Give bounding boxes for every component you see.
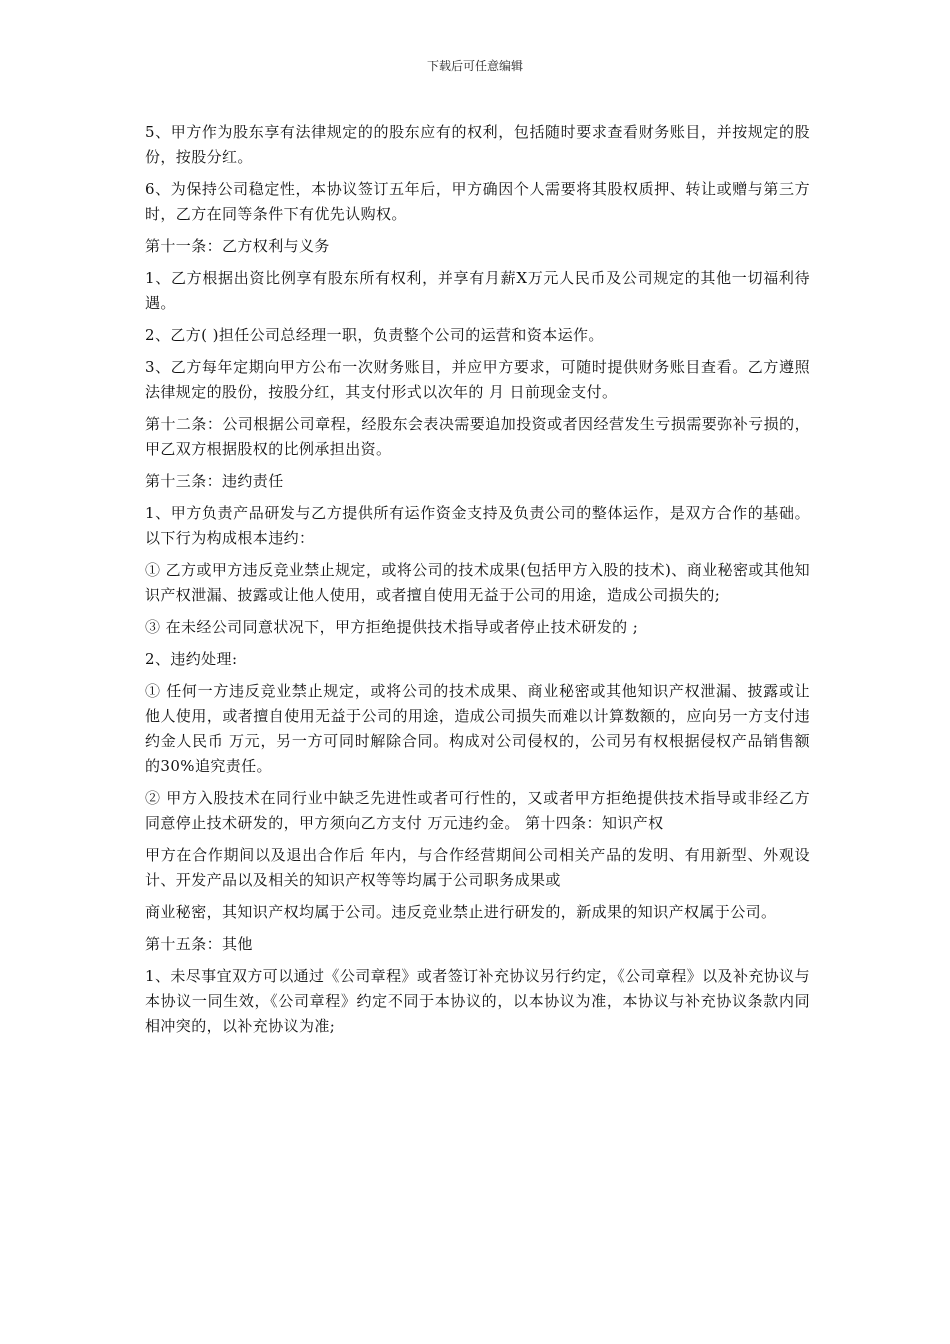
- paragraph-handling-item-1: ① 任何一方违反竞业禁止规定，或将公司的技术成果、商业秘密或其他知识产权泄漏、披露或让他人使用，或者擅自使用无益于公司的用途，造成公司损失而难以计算数额的，应向另一方支付违约金人民币 万元，另一方可同时解除合同。构成对公司侵权的，公司另有权根据侵权产品销售额的30%追究责任。: [145, 682, 810, 775]
- paragraph-b-general-manager: 2、乙方( )担任公司总经理一职，负责整个公司的运营和资本运作。: [145, 326, 604, 344]
- paragraph-other-1: 1、未尽事宜双方可以通过《公司章程》或者签订补充协议另行约定，《公司章程》以及补充协议与本协议一同生效，《公司章程》约定不同于本协议的，以本协议为准，本协议与补充协议条款内同相冲突的，以补充协议为准;: [145, 967, 810, 1035]
- paragraph-ip-part-1: 甲方在合作期间以及退出合作后 年内，与合作经营期间公司相关产品的发明、有用新型、外观设计、开发产品以及相关的知识产权等等均属于公司职务成果或: [145, 846, 810, 889]
- heading-article-11: 第十一条：乙方权利与义务: [145, 237, 330, 255]
- paragraph-shareholder-rights: 5、甲方作为股东享有法律规定的的股东应有的权利，包括随时要求查看财务账目，并按规定的股份，按股分红。: [145, 123, 810, 166]
- paragraph-breach-item-1: ① 乙方或甲方违反竞业禁止规定，或将公司的技术成果(包括甲方入股的技术)、商业秘密或其他知识产权泄漏、披露或让他人使用，或者擅自使用无益于公司的用途，造成公司损失的;: [145, 561, 810, 604]
- paragraph-handling-item-2: ② 甲方入股技术在同行业中缺乏先进性或者可行性的，又或者甲方拒绝提供技术指导或非经乙方同意停止技术研发的，甲方须向乙方支付 万元违约金。 第十四条：知识产权: [145, 789, 810, 832]
- heading-article-15: 第十五条：其他: [145, 935, 253, 953]
- paragraph-b-rights: 1、乙方根据出资比例享有股东所有权利，并享有月薪X万元人民币及公司规定的其他一切福利待遇。: [145, 269, 810, 312]
- paragraph-preemption-right: 6、为保持公司稳定性，本协议签订五年后，甲方确因个人需要将其股权质押、转让或赠与第三方时，乙方在同等条件下有优先认购权。: [145, 180, 810, 223]
- document-body: [145, 120, 810, 1046]
- paragraph-ip-part-2: 商业秘密，其知识产权均属于公司。违反竞业禁止进行研发的，新成果的知识产权属于公司。: [145, 903, 777, 921]
- paragraph-b-financial-accounts: 3、乙方每年定期向甲方公布一次财务账目，并应甲方要求，可随时提供财务账目查看。乙方遵照法律规定的股份，按股分红，其支付形式以次年的 月 日前现金支付。: [145, 358, 810, 401]
- heading-breach-handling: 2、违约处理:: [145, 650, 238, 668]
- paragraph-breach-basis: 1、甲方负责产品研发与乙方提供所有运作资金支持及负责公司的整体运作，是双方合作的基础。以下行为构成根本违约：: [145, 504, 810, 547]
- paragraph-breach-item-3: ③ 在未经公司同意状况下，甲方拒绝提供技术指导或者停止技术研发的 ;: [145, 618, 639, 636]
- page-header: 下载后可任意编辑: [426, 59, 523, 73]
- paragraph-article-12: 第十二条：公司根据公司章程，经股东会表决需要追加投资或者因经营发生亏损需要弥补亏损的，甲乙双方根据股权的比例承担出资。: [145, 415, 810, 458]
- heading-article-13: 第十三条：违约责任: [145, 472, 284, 490]
